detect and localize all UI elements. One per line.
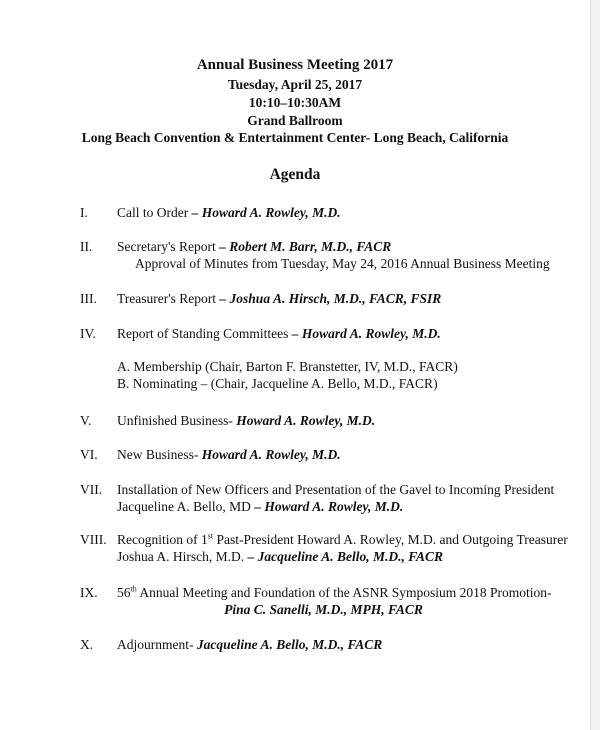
item-number: VIII. xyxy=(80,532,107,547)
meeting-time: 10:10–10:30AM xyxy=(248,95,342,110)
scrollbar[interactable] xyxy=(590,0,600,730)
agenda-item xyxy=(80,481,570,515)
item-text: Report of Standing Committees xyxy=(117,326,292,341)
item-presenter: Howard A. Rowley, M.D. xyxy=(201,447,341,462)
item-text: New Business- xyxy=(117,447,202,462)
meeting-title: Annual Business Meeting 2017 xyxy=(196,57,394,73)
item-number: IV. xyxy=(80,326,96,341)
item-text-cont: Annual Meeting and Foundation of the ASNR Symposium 2018 Promotion- xyxy=(136,585,552,600)
meeting-venue: Long Beach Convention & Entertainment Center- Long Beach, California xyxy=(81,130,509,145)
item-text: Treasurer's Report xyxy=(117,291,220,306)
item-text-line2: Joshua A. Hirsch, M.D. xyxy=(117,549,248,564)
meeting-room: Grand Ballroom xyxy=(247,113,343,128)
item-presenter: – Jacqueline A. Bello, M.D., FACR xyxy=(247,549,444,564)
item-text: Unfinished Business- xyxy=(117,413,237,428)
item-presenter: Pina C. Sanelli, M.D., MPH, FACR xyxy=(224,602,423,617)
item-number: I. xyxy=(80,205,88,220)
agenda-item xyxy=(80,584,570,618)
item-presenter: – Howard A. Rowley, M.D. xyxy=(291,326,441,341)
item-text-cont: Past-President Howard A. Rowley, M.D. and Outgoing Treasurer xyxy=(213,532,568,547)
item-presenter: – Howard A. Rowley, M.D. xyxy=(254,499,404,514)
item-presenter: – Joshua A. Hirsch, M.D., FACR, FSIR xyxy=(219,291,442,306)
item-number: X. xyxy=(80,637,94,652)
agenda-item xyxy=(80,412,570,429)
item-text: Call to Order xyxy=(117,205,192,220)
item-text: Installation of New Officers and Presentation of the Gavel to Incoming President xyxy=(117,482,555,497)
item-presenter: – Robert M. Barr, M.D., FACR xyxy=(219,239,392,254)
committee-nominating: B. Nominating – (Chair, Jacqueline A. Bello, M.D., FACR) xyxy=(117,376,438,391)
item-number: VII. xyxy=(80,482,103,497)
item-text-line2: Jacqueline A. Bello, MD xyxy=(117,499,255,514)
agenda-item xyxy=(80,446,570,463)
meeting-date: Tuesday, April 25, 2017 xyxy=(227,77,363,92)
agenda-item xyxy=(80,325,570,342)
agenda-item xyxy=(80,290,570,307)
ordinal-suffix: st xyxy=(207,531,214,541)
item-number: V. xyxy=(80,413,92,428)
item-number: VI. xyxy=(80,447,98,462)
agenda-heading: Agenda xyxy=(269,166,321,183)
ordinal-suffix: th xyxy=(130,584,137,594)
item-presenter: – Howard A. Rowley, M.D. xyxy=(191,205,341,220)
item-text: Secretary's Report xyxy=(117,239,220,254)
item-text: Adjournment- xyxy=(117,637,197,652)
item-presenter: Jacqueline A. Bello, M.D., FACR xyxy=(196,637,383,652)
committee-membership: A. Membership (Chair, Barton F. Branstetter, IV, M.D., FACR) xyxy=(117,359,458,374)
item-text: 56 xyxy=(117,585,131,600)
item-text: Recognition of 1 xyxy=(117,532,208,547)
item-number: II. xyxy=(80,239,93,254)
agenda-item xyxy=(80,238,570,272)
agenda-item xyxy=(80,204,570,221)
item-number: III. xyxy=(80,291,97,306)
item-subtext: Approval of Minutes from Tuesday, May 24, 2016 Annual Business Meeting xyxy=(135,256,550,271)
item-presenter: Howard A. Rowley, M.D. xyxy=(236,413,376,428)
committee-list xyxy=(117,358,458,392)
agenda-item xyxy=(80,531,570,565)
agenda-item xyxy=(80,636,570,653)
item-number: IX. xyxy=(80,585,98,600)
